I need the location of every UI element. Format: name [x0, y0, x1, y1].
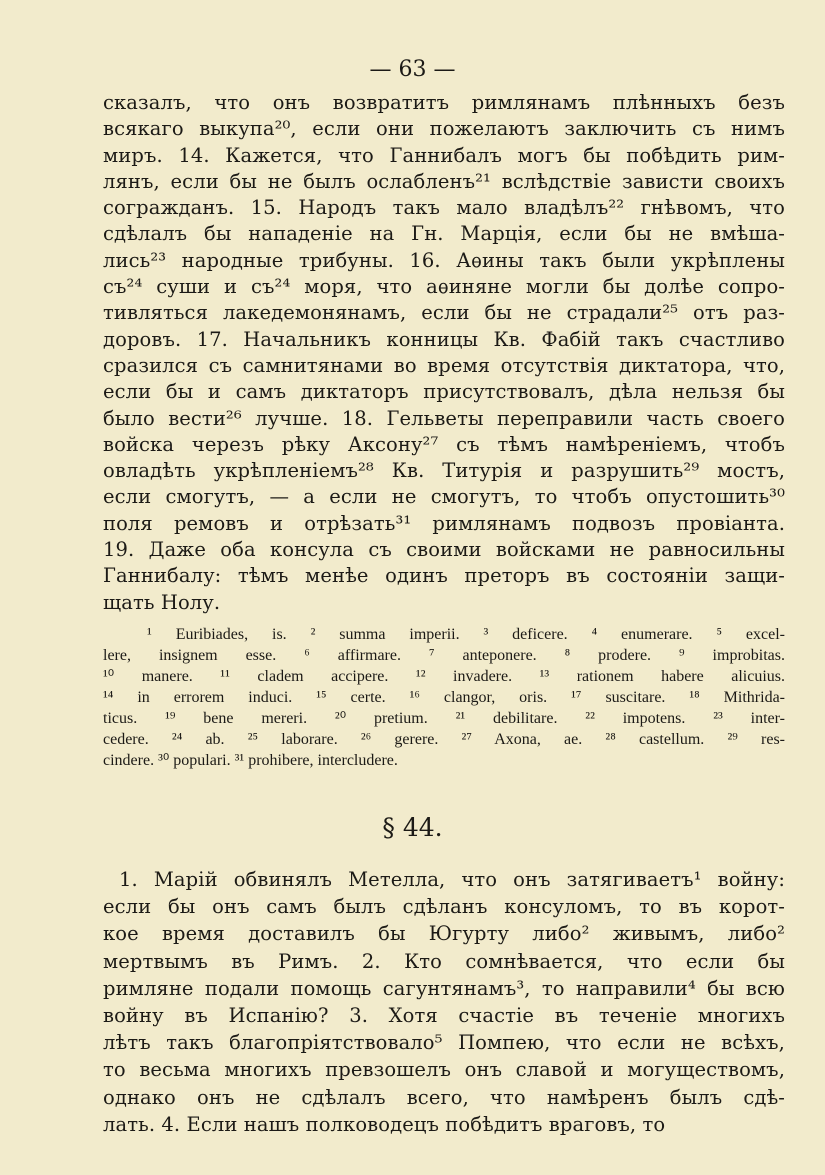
text-line: лянъ, если бы не былъ ослабленъ²¹ вслѣдствіе зависти своихъ [103, 169, 785, 193]
text-line: кое время доставилъ бы Югурту либо² живымъ, либо² [103, 922, 785, 946]
section-heading: § 44. [382, 813, 443, 842]
text-line: 19. Даже оба консула съ своими войсками не равносильны [103, 538, 785, 562]
page-number: — 63 — [369, 57, 456, 82]
text-line: cindere. ³⁰ populari. ³¹ prohibere, intercludere. [103, 752, 398, 769]
text-line: сказалъ, что онъ возвратитъ римлянамъ плѣнныхъ безъ [103, 91, 785, 114]
text-line: ¹⁰ manere. ¹¹ cladem accipere. ¹² invadere. ¹³ rationem habere alicuius. [103, 668, 785, 685]
text-line: ¹ Euribiades, is. ² summa imperii. ³ deficere. ⁴ enumerare. ⁵ excel- [147, 626, 785, 643]
text-line: то весьма многихъ превзошелъ онъ славой и могуществомъ, [103, 1058, 785, 1082]
text-line: если бы и самъ диктаторъ присутствовалъ, дѣла нельзя бы [103, 380, 785, 404]
text-line: лись²³ народные трибуны. 16. Аѳины такъ были укрѣплены [103, 248, 785, 272]
text-line: съ²⁴ суши и съ²⁴ моря, что аѳиняне могли бы долѣе сопро- [103, 275, 785, 299]
text-line: поля ремовъ и отрѣзать³¹ римлянамъ подвозъ провіанта. [103, 511, 785, 535]
text-line: сдѣлалъ бы нападеніе на Гн. Марція, если бы не вмѣша- [103, 222, 785, 246]
text-line: войска черезъ рѣку Аксону²⁷ съ тѣмъ намѣреніемъ, чтобъ [103, 432, 785, 456]
text-line: согражданъ. 15. Народъ такъ мало владѣлъ²² гнѣвомъ, что [103, 196, 785, 220]
text-line: ticus. ¹⁹ bene mereri. ²⁰ pretium. ²¹ debilitare. ²² impotens. ²³ inter- [103, 710, 785, 727]
text-line: было вести²⁶ лучше. 18. Гельветы переправили часть своего [103, 406, 785, 430]
body-text-part2 [103, 866, 785, 1138]
text-line: щать Нолу. [103, 590, 221, 614]
text-line: тивляться лакедемонянамъ, если бы не страдали²⁵ отъ раз- [103, 301, 785, 325]
text-line: если бы онъ самъ былъ сдѣланъ консуломъ, то въ корот- [103, 895, 785, 919]
text-line: сразился съ самнитянами во время отсутствія диктатора, что, [103, 353, 785, 377]
text-line: лать. 4. Если нашъ полководецъ побѣдитъ враговъ, то [103, 1112, 666, 1136]
text-line: лѣтъ такъ благопріятствовало⁵ Помпею, что если не всѣхъ, [103, 1031, 785, 1055]
text-line: миръ. 14. Кажется, что Ганнибалъ могъ бы побѣдить рим- [103, 143, 785, 167]
footnotes [103, 624, 785, 771]
text-line: римляне подали помощь сагунтянамъ³, то направили⁴ бы всю [103, 976, 785, 1000]
text-line: доровъ. 17. Начальникъ конницы Кв. Фабій такъ счастливо [103, 327, 785, 351]
text-line: ¹⁴ in errorem induci. ¹⁵ certe. ¹⁶ clangor, oris. ¹⁷ suscitare. ¹⁸ Mithrida- [103, 689, 785, 706]
text-line: 1. Марій обвинялъ Метелла, что онъ затягиваетъ¹ войну: [119, 868, 785, 891]
text-line: Ганнибалу: тѣмъ менѣе одинъ преторъ въ состояніи защи- [103, 564, 785, 588]
text-line: однако онъ не сдѣлалъ всего, что намѣренъ былъ сдѣ- [103, 1085, 785, 1109]
text-line: lere, insignem esse. ⁶ affirmare. ⁷ anteponere. ⁸ prodere. ⁹ improbitas. [103, 647, 785, 664]
text-line: cedere. ²⁴ ab. ²⁵ laborare. ²⁶ gerere. ²⁷ Axona, ae. ²⁸ castellum. ²⁹ res- [103, 731, 785, 748]
text-line: мертвымъ въ Римъ. 2. Кто сомнѣвается, что если бы [103, 949, 785, 973]
text-line: овладѣть укрѣпленіемъ²⁸ Кв. Титурія и разрушить²⁹ мостъ, [103, 459, 785, 483]
text-line: войну въ Испанію? 3. Хотя счастіе въ теченіе многихъ [103, 1003, 785, 1027]
body-text-part1 [103, 90, 785, 616]
text-line: всякаго выкупа²⁰, если они пожелаютъ заключить съ нимъ [103, 117, 785, 141]
text-line: если смогутъ, — а если не смогутъ, то чтобъ опустошить³⁰ [103, 485, 785, 509]
